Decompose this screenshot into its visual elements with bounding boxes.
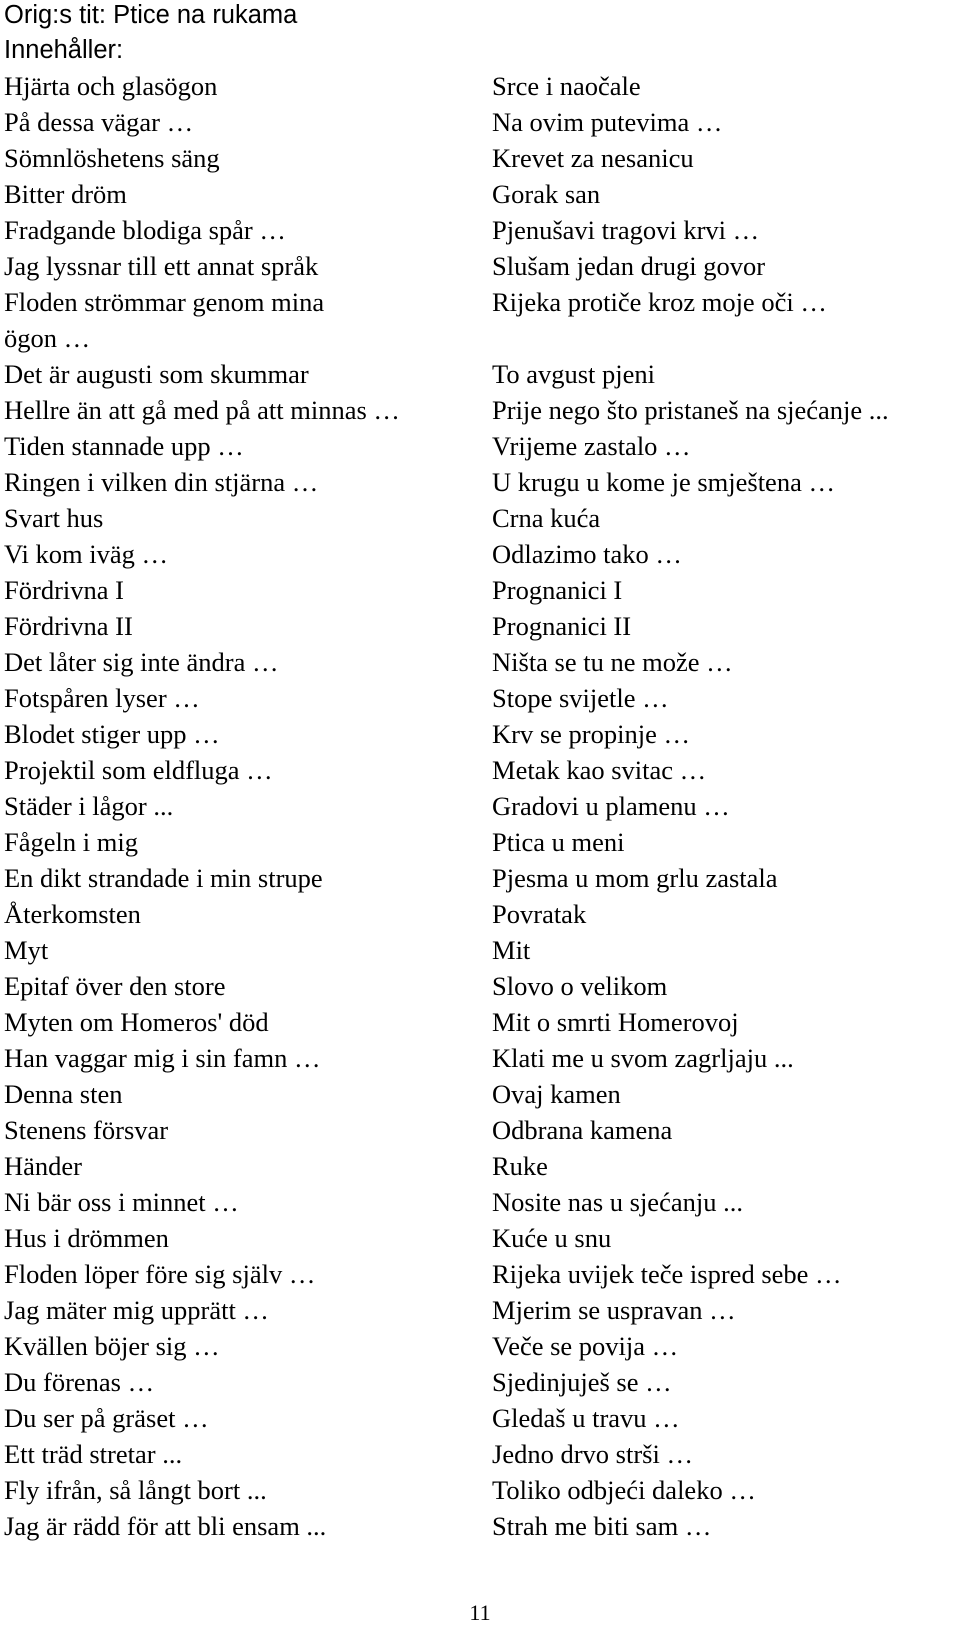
toc-row <box>0 608 960 644</box>
original-language-title: Slovo o velikom <box>492 971 668 1001</box>
toc-row <box>0 896 960 932</box>
original-language-title: Krevet za nesanicu <box>492 143 694 173</box>
original-language-title: Metak kao svitac … <box>492 755 707 785</box>
swedish-title: Ringen i vilken din stjärna … <box>4 467 319 497</box>
original-language-title: Ništa se tu ne može … <box>492 647 733 677</box>
swedish-title: Han vaggar mig i sin famn … <box>4 1043 321 1073</box>
original-language-title: Stope svijetle … <box>492 683 669 713</box>
swedish-title: Projektil som eldfluga … <box>4 755 273 785</box>
toc-row <box>0 140 960 176</box>
original-language-title: Mjerim se uspravan … <box>492 1295 736 1325</box>
swedish-title: Ni bär oss i minnet … <box>4 1187 239 1217</box>
swedish-title: Blodet stiger upp … <box>4 719 220 749</box>
toc-row <box>0 752 960 788</box>
swedish-title: Hellre än att gå med på att minnas … <box>4 395 400 425</box>
toc-row <box>0 176 960 212</box>
swedish-title: Ett träd stretar ... <box>4 1439 183 1469</box>
original-language-title: U krugu u kome je smještena … <box>492 467 835 497</box>
swedish-title: Floden löper före sig själv … <box>4 1259 316 1289</box>
original-language-title: Sjedinjuješ se … <box>492 1367 672 1397</box>
toc-row <box>0 932 960 968</box>
toc-row <box>0 1256 960 1292</box>
swedish-title: Myt <box>4 935 49 965</box>
toc-row <box>0 1472 960 1508</box>
toc-row <box>0 680 960 716</box>
original-language-title: Gradovi u plamenu … <box>492 791 730 821</box>
swedish-title: Det är augusti som skummar <box>4 359 309 389</box>
swedish-title: Svart hus <box>4 503 104 533</box>
original-language-title: Rijeka uvijek teče ispred sebe … <box>492 1259 842 1289</box>
toc-row <box>0 320 960 356</box>
swedish-title: Epitaf över den store <box>4 971 226 1001</box>
toc-row <box>0 248 960 284</box>
swedish-title: Denna sten <box>4 1079 123 1109</box>
toc-row <box>0 824 960 860</box>
original-language-title: Kuće u snu <box>492 1223 612 1253</box>
toc-row <box>0 1508 960 1544</box>
swedish-title: ögon … <box>4 323 91 353</box>
original-language-title: Gorak san <box>492 179 601 209</box>
swedish-title: En dikt strandade i min strupe <box>4 863 323 893</box>
original-language-title: Vrijeme zastalo … <box>492 431 691 461</box>
toc-row <box>0 1040 960 1076</box>
toc-row <box>0 1220 960 1256</box>
swedish-title: Jag är rädd för att bli ensam ... <box>4 1511 327 1541</box>
original-language-title: Prije nego što pristaneš na sjećanje ... <box>492 395 889 425</box>
toc-row <box>0 572 960 608</box>
swedish-title: Jag mäter mig upprätt … <box>4 1295 269 1325</box>
original-language-title: Toliko odbjeći daleko … <box>492 1475 756 1505</box>
toc-row <box>0 356 960 392</box>
swedish-title: På dessa vägar … <box>4 107 194 137</box>
original-language-title: Nosite nas u sjećanju ... <box>492 1187 743 1217</box>
swedish-title: Stenens försvar <box>4 1115 169 1145</box>
original-language-title: To avgust pjeni <box>492 359 656 389</box>
swedish-title: Du ser på gräset … <box>4 1403 209 1433</box>
original-language-title: Prognanici I <box>492 575 623 605</box>
toc-row <box>0 428 960 464</box>
toc-row <box>0 500 960 536</box>
toc-row <box>0 1184 960 1220</box>
swedish-title: Fotspåren lyser … <box>4 683 200 713</box>
swedish-title: Tiden stannade upp … <box>4 431 244 461</box>
original-language-title: Odbrana kamena <box>492 1115 673 1145</box>
toc-row <box>0 1328 960 1364</box>
swedish-title: Myten om Homeros' död <box>4 1007 269 1037</box>
original-language-title: Krv se propinje … <box>492 719 690 749</box>
swedish-title: Vi kom iväg … <box>4 539 169 569</box>
original-language-title: Pjesma u mom grlu zastala <box>492 863 778 893</box>
swedish-title: Städer i lågor ... <box>4 791 174 821</box>
toc-row <box>0 968 960 1004</box>
swedish-title: Det låter sig inte ändra … <box>4 647 279 677</box>
original-language-title: Rijeka protiče kroz moje oči … <box>492 287 827 317</box>
original-language-title: Ruke <box>492 1151 548 1181</box>
swedish-title: Fördrivna II <box>4 611 133 641</box>
toc-row <box>0 68 960 104</box>
original-language-title: Veče se povija … <box>492 1331 679 1361</box>
toc-row <box>0 860 960 896</box>
original-language-title: Odlazimo tako … <box>492 539 682 569</box>
original-language-title: Pjenušavi tragovi krvi … <box>492 215 760 245</box>
toc-row <box>0 1436 960 1472</box>
swedish-title: Fördrivna I <box>4 575 124 605</box>
original-language-title: Klati me u svom zagrljaju ... <box>492 1043 794 1073</box>
original-language-title: Crna kuća <box>492 503 601 533</box>
toc-row <box>0 1400 960 1436</box>
original-language-title: Gledaš u travu … <box>492 1403 680 1433</box>
toc-row <box>0 1292 960 1328</box>
toc-row <box>0 644 960 680</box>
original-title: Orig:s tit: Ptice na rukama <box>4 1 298 29</box>
original-language-title: Ovaj kamen <box>492 1079 621 1109</box>
toc-row <box>0 788 960 824</box>
swedish-title: Hjärta och glasögon <box>4 71 218 101</box>
swedish-title: Floden strömmar genom mina <box>4 287 325 317</box>
toc-row <box>0 716 960 752</box>
original-language-title: Povratak <box>492 899 587 929</box>
toc-row <box>0 392 960 428</box>
contents-label: Innehåller: <box>4 36 124 64</box>
swedish-title: Jag lyssnar till ett annat språk <box>4 251 319 281</box>
original-language-title: Na ovim putevima … <box>492 107 723 137</box>
swedish-title: Fågeln i mig <box>4 827 138 857</box>
swedish-title: Fly ifrån, så långt bort ... <box>4 1475 267 1505</box>
toc-row <box>0 536 960 572</box>
original-language-title: Mit <box>492 935 531 965</box>
swedish-title: Hus i drömmen <box>4 1223 169 1253</box>
toc-row <box>0 1364 960 1400</box>
toc-row <box>0 1112 960 1148</box>
swedish-title: Fradgande blodiga spår … <box>4 215 286 245</box>
swedish-title: Sömnlöshetens säng <box>4 143 220 173</box>
toc-row <box>0 1076 960 1112</box>
toc-row <box>0 284 960 320</box>
swedish-title: Bitter dröm <box>4 179 127 209</box>
swedish-title: Kvällen böjer sig … <box>4 1331 220 1361</box>
original-language-title: Prognanici II <box>492 611 632 641</box>
original-language-title: Strah me biti sam … <box>492 1511 712 1541</box>
swedish-title: Händer <box>4 1151 82 1181</box>
toc-row <box>0 1004 960 1040</box>
original-language-title: Jedno drvo strši … <box>492 1439 693 1469</box>
page-number: 11 <box>469 1600 491 1625</box>
toc-row <box>0 464 960 500</box>
toc-row <box>0 104 960 140</box>
original-language-title: Mit o smrti Homerovoj <box>492 1007 739 1037</box>
table-of-contents <box>0 68 960 1544</box>
original-language-title: Ptica u meni <box>492 827 625 857</box>
toc-row <box>0 1148 960 1184</box>
original-language-title: Slušam jedan drugi govor <box>492 251 766 281</box>
swedish-title: Du förenas … <box>4 1367 155 1397</box>
original-language-title: Srce i naočale <box>492 71 641 101</box>
swedish-title: Återkomsten <box>4 899 141 929</box>
toc-row <box>0 212 960 248</box>
